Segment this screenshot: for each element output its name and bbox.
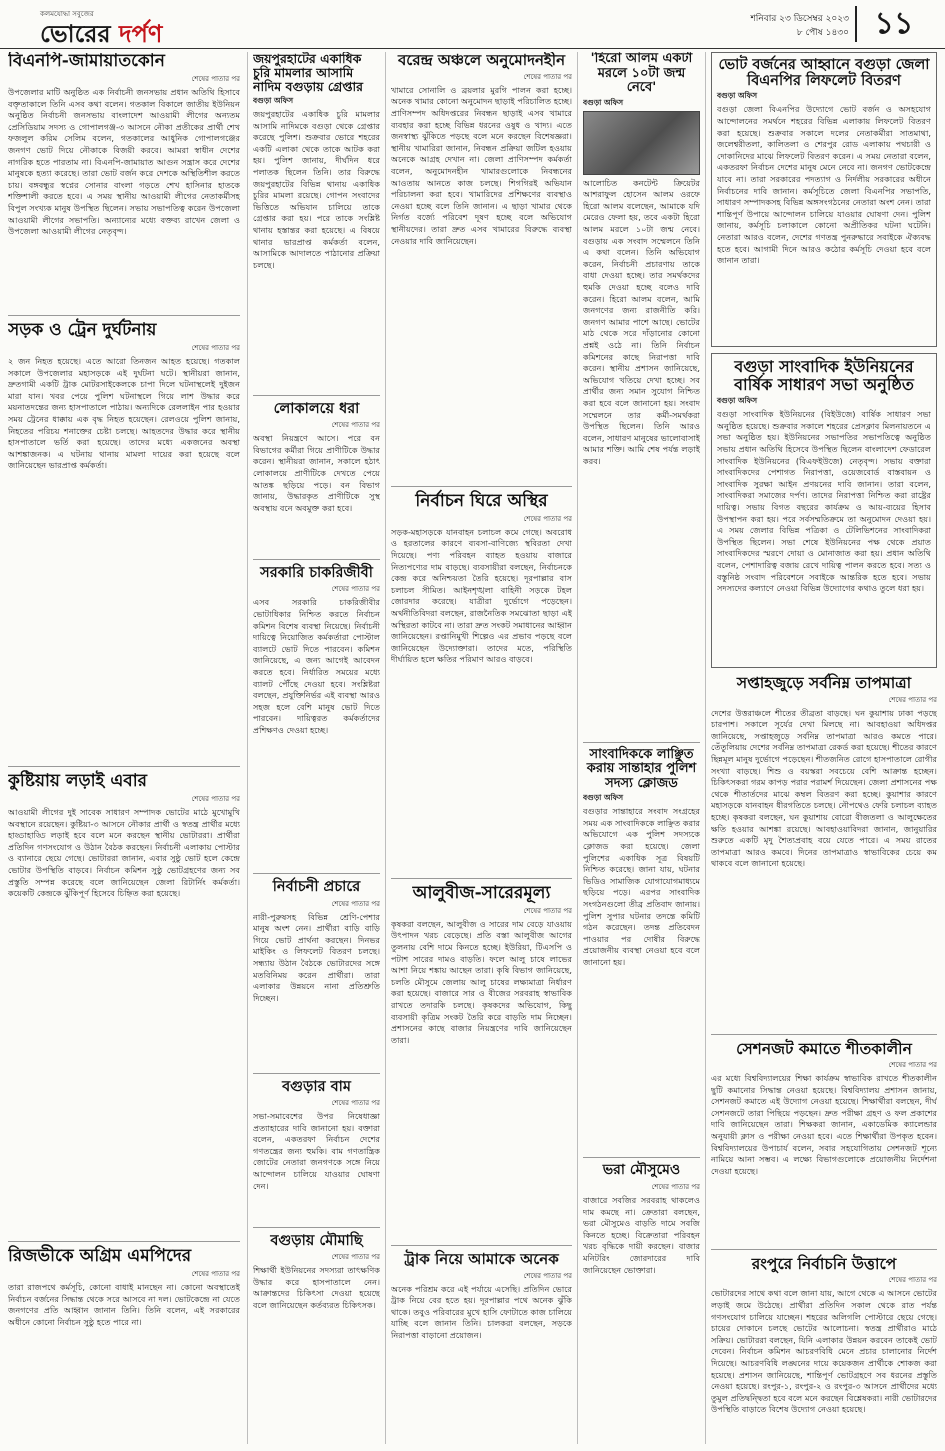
- date-gregorian: শনিবার ২৩ ডিসেম্বর ২০২৩: [750, 14, 849, 24]
- article-body: অবস্থা নিয়ন্ত্রণে আসে। পরে বন বিভাগের কর্মীরা গিয়ে প্রাণীটিকে উদ্ধার করেন। স্থানীয়রা জানান, সকালে হঠাৎ লোকালয়ে প্রাণীটিকে দেখতে পেয়ে আতঙ্ক ছড়িয়ে পড়ে। বন বিভাগ জানায়, উদ্ধারকৃত প্রাণীটিকে সুস্থ অবস্থায় বনে অবমুক্ত করা হবে।: [253, 433, 380, 513]
- headline[interactable]: ট্রাক নিয়ে আমাকে অনেক: [404, 1249, 559, 1268]
- article-body: নারী-পুরুষসহ বিভিন্ন শ্রেণি-পেশার মানুষ অংশ নেন। প্রার্থীরা বাড়ি বাড়ি গিয়ে ভোট প্রার্থনা করছেন। দিনভর মাইকিং ও লিফলেট বিতরণ চলছে। সন্ধ্যায় উঠান বৈঠকে ভোটারদের সঙ্গে মতবিনিময় করেন প্রার্থীরা। তারা এলাকার উন্নয়নে নানা প্রতিশ্রুতি দিচ্ছেন।: [253, 911, 380, 1003]
- headline[interactable]: সড়ক ও ট্রেন দুর্ঘটনায়: [8, 320, 157, 341]
- headline[interactable]: বিএনপি-জামায়াতকোন: [8, 52, 165, 71]
- divider: [253, 1227, 380, 1228]
- article-truck[interactable]: [391, 1251, 572, 1434]
- continuation-label: শেষের পাতার পর: [523, 1271, 572, 1280]
- headline[interactable]: সাংবাদিককে লাঞ্ছিত করায় সান্তাহার পুলিশ সদস্য ক্লোজড: [586, 746, 697, 791]
- article-election-unrest[interactable]: [391, 492, 572, 872]
- continuation-label: শেষের পাতার পর: [331, 1253, 380, 1262]
- divider: [253, 395, 380, 396]
- article-body: আওয়ামী লীগের দুই সাবেক সাধারণ সম্পাদক ভোটের মাঠে মুখোমুখি অবস্থানে রয়েছেন। কুষ্টিয়া-৩ আসনে নৌকার প্রার্থী ও স্বতন্ত্র প্রার্থীর মধ্যে হাড্ডাহাড্ডি লড়াই হবে বলে মনে করছেন স্থানীয় ভোটাররা। প্রার্থীরা প্রতিদিন গণসংযোগ ও উঠান বৈঠক করছেন। নির্বাচনী এলাকায় পোস্টার ও ব্যানারে ছেয়ে গেছে। ভোটাররা জানান, এবার সুষ্ঠু ভোট হলে কেন্দ্রে ভোটার উপস্থিতি বাড়বে। নির্বাচন কমিশন সুষ্ঠু ভোটগ্রহণের জন্য সব প্রস্তুতি সম্পন্ন করেছে বলে জানিয়েছেন জেলা রিটার্নিং কর্মকর্তা। কয়েকটি কেন্দ্রকে ঝুঁকিপূর্ণ হিসেবে চিহ্নিত করা হয়েছে।: [8, 807, 240, 899]
- headline[interactable]: সপ্তাহজুড়ে সর্বনিম্ন তাপমাত্রা: [736, 673, 912, 693]
- article-body: তারা রাজপথে কর্মসূচি, কোনো বাধাই মানছেন না। কোনো অবস্থাতেই নির্বাচন বর্জনের সিদ্ধান্ত থেকে সরে আসবে না দল। ভোটকেন্দ্রে না যেতে জনগণের প্রতি আহ্বান জানান তিনি। তিনি বলেন, এই সরকারের অধীনে কোনো নির্বাচন সুষ্ঠু হতে পারে না।: [8, 1282, 240, 1327]
- article-weekly-temperature[interactable]: [711, 674, 937, 1027]
- logo-part-2: দর্পণ: [118, 19, 163, 48]
- headline[interactable]: নির্বাচন ঘিরে অস্থির: [415, 490, 548, 511]
- headline[interactable]: লোকালয়ে ধরা: [273, 400, 360, 417]
- continuation-label: শেষের পাতার পর: [191, 1270, 240, 1279]
- headline[interactable]: নির্বাচনী প্রচারে: [272, 878, 361, 896]
- article-hero-alom[interactable]: [583, 52, 700, 736]
- article-body: অনেক পরিশ্রম করে এই পর্যায়ে এসেছি। প্রতিদিন ভোরে ট্রাক নিয়ে বের হতে হয়। দূরপাল্লার পথে অনেক ঝুঁকি থাকে। তবুও পরিবারের মুখে হাসি ফোটাতে কাজ চালিয়ে যাচ্ছি বলে জানান তিনি। চালকরা বলছেন, সড়কে নিরাপত্তা বাড়ানো প্রয়োজন।: [391, 1283, 572, 1341]
- newspaper-logo[interactable]: [20, 6, 210, 48]
- column-c: [391, 52, 572, 1442]
- divider: [391, 878, 572, 879]
- divider: [253, 1073, 380, 1074]
- date-bangla: ৮ পৌষ ১৪৩০: [796, 28, 849, 38]
- article-bnp-leaflet[interactable]: [711, 52, 937, 347]
- logo-part-1: ভোরের: [40, 19, 119, 48]
- continuation-label: শেষের পাতার পর: [331, 585, 380, 594]
- headline[interactable]: রিজভীকে অগ্রিম এমপিদের: [8, 1246, 192, 1267]
- divider: [583, 1157, 700, 1158]
- divider: [253, 873, 380, 874]
- hero-alom-photo: [583, 111, 700, 175]
- article-caught-in-locality[interactable]: [253, 401, 380, 553]
- divider: [711, 1249, 937, 1250]
- divider: [391, 1245, 572, 1246]
- article-body: সভা-সমাবেশের উপর নিষেধাজ্ঞা প্রত্যাহারের দাবি জানানো হয়। বক্তারা বলেন, একতরফা নির্বাচন দেশের গণতন্ত্রের জন্য হুমকি। বাম গণতান্ত্রিক জোটের নেতারা জনগণকে সঙ্গে নিয়ে আন্দোলন চালিয়ে যাওয়ার ঘোষণা দেন।: [253, 1110, 380, 1191]
- article-body: এর মধ্যে বিশ্ববিদ্যালয়ের শিক্ষা কার্যক্রম স্বাভাবিক রাখতে শীতকালীন ছুটি কমানোর সিদ্ধান্ত নেওয়া হয়েছে। বিশ্ববিদ্যালয় প্রশাসন জানায়, সেশনজট কমাতে এই উদ্যোগ নেওয়া হয়েছে। শিক্ষার্থীরা বলছেন, দীর্ঘ সেশনজটে তারা পিছিয়ে পড়ছেন। দ্রুত পরীক্ষা গ্রহণ ও ফল প্রকাশের দাবি জানিয়েছেন তারা। শিক্ষকরা জানান, একাডেমিক ক্যালেন্ডার অনুযায়ী ক্লাস ও পরীক্ষা নেওয়া হবে। এতে শিক্ষার্থীরা উপকৃত হবেন। বিশ্ববিদ্যালয়ের উপাচার্য বলেন, সবার সহযোগিতায় সেশনজট শূন্যে নামিয়ে আনা সম্ভব। এ লক্ষ্যে বিভাগগুলোকে প্রয়োজনীয় নির্দেশনা দেওয়া হয়েছে।: [711, 1073, 937, 1176]
- article-potato-seed-fertilizer[interactable]: [391, 884, 572, 1239]
- continuation-label: শেষের পাতার পর: [191, 795, 240, 804]
- page-number: ১১: [855, 6, 931, 42]
- column-rule: [577, 52, 578, 1444]
- article-kushtia-fight[interactable]: [8, 772, 240, 1235]
- continuation-label: শেষের পাতার পর: [523, 72, 572, 81]
- article-journalist-assault[interactable]: [583, 748, 700, 1152]
- continuation-label: শেষের পাতার পর: [888, 695, 937, 704]
- column-d: [583, 52, 700, 1442]
- headline[interactable]: ভোট বর্জনের আহ্বানে বগুড়া জেলা বিএনপির লিফলেট বিতরণ: [718, 56, 930, 90]
- headline[interactable]: জয়পুরহাটের একাধিক চুরি মামলার আসামি নাদিম বগুড়ায় গ্রেপ্তার: [253, 52, 364, 94]
- article-body: আলোচিত কনটেন্ট ক্রিয়েটর আশরাফুল হোসেন আলম ওরফে হিরো আলম বলেছেন, আমাকে যদি মেরেও ফেলা হয়, তবে একটা হিরো আলম মরলে ১০টা জন্ম নেবে। বগুড়ায় এক সংবাদ সম্মেলনে তিনি এ কথা বলেন। তিনি অভিযোগ করেন, নির্বাচনী প্রচারণায় তাকে বাধা দেওয়া হচ্ছে। তার সমর্থকদের হুমকি দেওয়া হচ্ছে বলেও দাবি করেন। হিরো আলম বলেন, আমি জনগণের জন্য রাজনীতি করি। জনগণ আমার পাশে আছে। ভোটের মাঠ থেকে সরে দাঁড়ানোর কোনো প্রশ্নই ওঠে না। তিনি নির্বাচন কমিশনের কাছে নিরাপত্তা দাবি করেন। স্থানীয় প্রশাসন জানিয়েছে, অভিযোগ খতিয়ে দেখা হচ্ছে। সব প্রার্থীর জন্য সমান সুযোগ নিশ্চিত করা হবে বলে জানানো হয়। সংবাদ সম্মেলনে তার কর্মী-সমর্থকরা উপস্থিত ছিলেন। তিনি আরও বলেন, সাধারণ মানুষের ভালোবাসাই আমার শক্তি। আমি শেষ পর্যন্ত লড়াই করব।: [583, 177, 700, 466]
- article-body: বাজারে সবজির সরবরাহ থাকলেও দাম কমছে না। ক্রেতারা বলছেন, ভরা মৌসুমেও বাড়তি দামে সবজি কিনতে হচ্ছে। বিক্রেতারা পরিবহন খরচ বৃদ্ধিকে দায়ী করছেন। বাজার মনিটরিং জোরদারের দাবি জানিয়েছেন ভোক্তারা।: [583, 1194, 700, 1275]
- article-bogura-bees[interactable]: [253, 1233, 380, 1442]
- logo-tagline: কলমযোদ্ধা সবুজের: [40, 10, 94, 18]
- article-body: বগুড়ার সান্তাহারে সংবাদ সংগ্রহের সময় এক সাংবাদিককে লাঞ্ছিত করার অভিযোগে এক পুলিশ সদস্যকে ক্লোজড করা হয়েছে। জেলা পুলিশের একাধিক সূত্র বিষয়টি নিশ্চিত করেছে। জানা যায়, ঘটনার ভিডিও সামাজিক যোগাযোগমাধ্যমে ছড়িয়ে পড়ে। এরপর সাংবাদিক সংগঠনগুলো তীব্র প্রতিবাদ জানায়। পুলিশ সুপার ঘটনার তদন্তে কমিটি গঠন করেছেন। তদন্ত প্রতিবেদন পাওয়ার পর দোষীর বিরুদ্ধে প্রয়োজনীয় ব্যবস্থা নেওয়া হবে বলে জানানো হয়।: [583, 806, 700, 967]
- continuation-label: শেষের পাতার পর: [523, 906, 572, 915]
- divider: [711, 1034, 937, 1035]
- column-rule: [247, 52, 248, 1444]
- continuation-label: শেষের পাতার পর: [331, 899, 380, 908]
- continuation-label: শেষের পাতার পর: [331, 421, 380, 430]
- article-body: ২ জন নিহত হয়েছে। এতে আরো তিনজন আহত হয়েছে। গতকাল সকালে উপজেলার মহাসড়কে এই দুর্ঘটনা ঘটে। স্থানীয়রা জানান, দ্রুতগামী একটি ট্রাক মোটরসাইকেলকে চাপা দিলে ঘটনাস্থলেই দুইজন মারা যান। খবর পেয়ে পুলিশ ঘটনাস্থলে গিয়ে লাশ উদ্ধার করে ময়নাতদন্তের জন্য হাসপাতালে পাঠায়। অন্যদিকে রেললাইন পার হওয়ার সময় ট্রেনের ধাক্কায় এক বৃদ্ধ নিহত হয়েছেন। রেলওয়ে পুলিশ জানায়, নিহতের পরিচয় শনাক্তের চেষ্টা চলছে। আহতদের উদ্ধার করে স্থানীয় হাসপাতালে ভর্তি করা হয়েছে। তাদের মধ্যে একজনের অবস্থা আশঙ্কাজনক। এ ঘটনায় থানায় মামলা দায়ের করা হয়েছে বলে জানিয়েছেন ভারপ্রাপ্ত কর্মকর্তা।: [8, 356, 240, 471]
- article-full-season[interactable]: [583, 1163, 700, 1350]
- article-session-jam[interactable]: [711, 1040, 937, 1243]
- column-rule: [385, 52, 386, 1444]
- logo-text: [40, 16, 162, 56]
- column-rule: [705, 52, 706, 1444]
- headline[interactable]: বগুড়ায় মৌমাছি: [270, 1231, 363, 1249]
- article-body: সড়ক-মহাসড়কে যানবাহন চলাচল কমে গেছে। অবরোধ ও হরতালের কারণে ব্যবসা-বাণিজ্যে স্থবিরতা দেখা দিয়েছে। পণ্য পরিবহন ব্যাহত হওয়ায় বাজারে নিত্যপণ্যের দাম বাড়ছে। ব্যবসায়ীরা বলছেন, নির্বাচনকে কেন্দ্র করে অনিশ্চয়তা তৈরি হয়েছে। দূরপাল্লার বাস চলাচল সীমিত। আইনশৃঙ্খলা বাহিনী সড়কে টহল জোরদার করেছে। যাত্রীরা দুর্ভোগে পড়েছেন। অর্থনীতিবিদরা বলছেন, রাজনৈতিক সমঝোতা ছাড়া এই অস্থিরতা কাটবে না। তারা দ্রুত সংকট সমাধানের আহ্বান জানিয়েছেন। রপ্তানিমুখী শিল্পেও এর প্রভাব পড়ছে বলে জানিয়েছেন উদ্যোক্তারা। তাদের মতে, পরিস্থিতি দীর্ঘায়িত হলে ক্ষতির পরিমাণ আরও বাড়বে।: [391, 526, 572, 665]
- article-body: খামারে সোনালি ও ব্রয়লার মুরগি পালন করা হচ্ছে। অনেক খামার কোনো অনুমোদন ছাড়াই পরিচালিত হচ্ছে। প্রাণিসম্পদ অধিদপ্তরের নিবন্ধন ছাড়াই এসব খামারে ব্যবহার করা হচ্ছে বিভিন্ন ধরনের ওষুধ ও খাদ্য। এতে জনস্বাস্থ্য ঝুঁকিতে পড়ছে বলে মনে করছেন বিশেষজ্ঞরা। স্থানীয় খামারিরা জানান, নিবন্ধন প্রক্রিয়া জটিল হওয়ায় অনেকে আগ্রহ দেখান না। জেলা প্রাণিসম্পদ কর্মকর্তা বলেন, অনুমোদনহীন খামারগুলোকে নিবন্ধনের আওতায় আনতে কাজ চলছে। শিগগিরই অভিযান পরিচালনা করা হবে। খামারিদের প্রশিক্ষণের ব্যবস্থাও নেওয়া হচ্ছে বলে তিনি জানান। এ ছাড়া খামার থেকে নির্গত বর্জ্যে পরিবেশ দূষণ হচ্ছে বলে অভিযোগ স্থানীয়দের। তারা দ্রুত এসব খামারের বিরুদ্ধে ব্যবস্থা নেওয়ার দাবি জানিয়েছেন।: [391, 84, 572, 246]
- article-bogura-left[interactable]: [253, 1079, 380, 1221]
- headline[interactable]: 'হিরো আলম একটা মরলে ১০টা জন্ম নেবে': [590, 52, 693, 96]
- dateline: বগুড়া অফিস: [253, 96, 294, 105]
- headline[interactable]: বগুড়ার বাম: [282, 1077, 351, 1095]
- continuation-label: শেষের পাতার পর: [888, 1061, 937, 1069]
- column-a: [8, 52, 240, 1442]
- article-election-campaign[interactable]: [253, 879, 380, 1066]
- article-body: দেশের উত্তরাঞ্চলে শীতের তীব্রতা বাড়ছে। ঘন কুয়াশায় ঢাকা পড়ছে চারপাশ। সকালে সূর্যের দেখা মিলছে না। আবহাওয়া অধিদপ্তর জানিয়েছে, সপ্তাহজুড়ে সর্বনিম্ন তাপমাত্রা আরও কমতে পারে। তেঁতুলিয়ায় দেশের সর্বনিম্ন তাপমাত্রা রেকর্ড করা হয়েছে। শীতের কারণে ছিন্নমূল মানুষ দুর্ভোগে পড়েছেন। শীতজনিত রোগে হাসপাতালে রোগীর সংখ্যা বাড়ছে। শিশু ও বয়স্করা সবচেয়ে বেশি আক্রান্ত হচ্ছেন। চিকিৎসকরা গরম কাপড় পরার পরামর্শ দিয়েছেন। জেলা প্রশাসনের পক্ষ থেকে শীতার্তদের মাঝে কম্বল বিতরণ করা হচ্ছে। কুয়াশার কারণে মহাসড়কে যানবাহন ধীরগতিতে চলছে। নৌপথেও ফেরি চলাচল ব্যাহত হচ্ছে। কৃষকরা বলছেন, ঘন কুয়াশায় বোরো বীজতলা ও আলুক্ষেতের ক্ষতি হওয়ার আশঙ্কা রয়েছে। আবহাওয়াবিদরা জানান, জানুয়ারির শুরুতে একটি মৃদু শৈত্যপ্রবাহ বয়ে যেতে পারে। এ সময় রাতের তাপমাত্রা আরও কমবে। দিনের তাপমাত্রাও স্বাভাবিকের চেয়ে কম থাকবে বলে জানানো হয়েছে।: [711, 707, 937, 869]
- dateline: বগুড়া অফিস: [717, 396, 758, 406]
- masthead: [0, 0, 945, 49]
- divider: [583, 742, 700, 743]
- article-body: বগুড়া সাংবাদিক ইউনিয়নের (বিইউজে) বার্ষিক সাধারণ সভা অনুষ্ঠিত হয়েছে। শুক্রবার সকালে শহরের প্রেসক্লাব মিলনায়তনে এ সভা অনুষ্ঠিত হয়। ইউনিয়নের সভাপতির সভাপতিত্বে অনুষ্ঠিত সভায় প্রধান অতিথি হিসেবে উপস্থিত ছিলেন বাংলাদেশ ফেডারেল সাংবাদিক ইউনিয়নের (বিএফইউজে) নেতৃবৃন্দ। সভায় বক্তারা সাংবাদিকদের পেশাগত নিরাপত্তা, ওয়েজবোর্ড বাস্তবায়ন ও সাংবাদিক সুরক্ষা আইন প্রণয়নের দাবি জানান। তারা বলেন, সাংবাদিকরা সমাজের দর্পণ। তাদের নিরাপত্তা নিশ্চিত করা রাষ্ট্রের দায়িত্ব। সভায় বিগত বছরের কার্যক্রম ও আয়-ব্যয়ের হিসাব উপস্থাপন করা হয়। পরে সর্বসম্মতিক্রমে তা অনুমোদন দেওয়া হয়। এ সময় জেলার বিভিন্ন পত্রিকা ও টেলিভিশনের সাংবাদিকরা উপস্থিত ছিলেন। সভা শেষে ইউনিয়নের পক্ষ থেকে প্রয়াত সাংবাদিকদের স্মরণে দোয়া ও মোনাজাত করা হয়। প্রধান অতিথি বলেন, পেশাদারিত্ব বজায় রেখে দায়িত্ব পালন করতে হবে। সত্য ও বস্তুনিষ্ঠ সংবাদ পরিবেশনে সবাইকে আন্তরিক হতে হবে। সভায় সদস্যদের কল্যাণে নেওয়া বিভিন্ন উদ্যোগের কথাও তুলে ধরা হয়।: [717, 409, 931, 594]
- headline[interactable]: সরকারি চাকরিজীবী: [260, 564, 373, 582]
- issue-date: [750, 12, 849, 40]
- article-bnp-jamaat[interactable]: [8, 52, 240, 309]
- article-govt-employees[interactable]: [253, 565, 380, 867]
- dateline: বগুড়া অফিস: [717, 91, 758, 101]
- article-body: শিক্ষার্থী ইউনিয়নের সদস্যরা তাৎক্ষণিক উদ্ধার করে হাসপাতালে নেন। আক্রান্তদের চিকিৎসা দেওয়া হয়েছে বলে জানিয়েছেন কর্তব্যরত চিকিৎসক।: [253, 1265, 380, 1310]
- column-e: [711, 52, 937, 1442]
- article-journalist-union-agm[interactable]: [711, 353, 937, 668]
- article-body: কৃষকরা বলছেন, আলুবীজ ও সারের দাম বেড়ে যাওয়ায় উৎপাদন খরচ বেড়েছে। প্রতি বস্তা আলুবীজ আগের তুলনায় বেশি দামে কিনতে হচ্ছে। ইউরিয়া, টিএসপি ও পটাশ সারের দামও বাড়তি। ফলে আলু চাষে লাভের আশা নিয়ে শঙ্কায় আছেন তারা। কৃষি বিভাগ জানিয়েছে, চলতি মৌসুমে জেলায় আলু চাষের লক্ষ্যমাত্রা নির্ধারণ করা হয়েছে। বাজারে সার ও বীজের সরবরাহ স্বাভাবিক রাখতে তদারকি চলছে। কৃষকদের অভিযোগ, কিছু ব্যবসায়ী কৃত্রিম সংকট তৈরি করে বাড়তি দাম নিচ্ছেন। প্রশাসনের কাছে বাজার নিয়ন্ত্রণের দাবি জানিয়েছেন তারা।: [391, 918, 572, 1045]
- article-rangpur-election[interactable]: [711, 1255, 937, 1442]
- article-body: জয়পুরহাটের একাধিক চুরি মামলার আসামি নাদিমকে বগুড়া থেকে গ্রেপ্তার করেছে পুলিশ। শুক্রবার ভোরে শহরের একটি এলাকা থেকে তাকে আটক করা হয়। পুলিশ জানায়, দীর্ঘদিন ধরে পলাতক ছিলেন তিনি। তার বিরুদ্ধে জয়পুরহাটের বিভিন্ন থানায় একাধিক চুরির মামলা রয়েছে। গোপন সংবাদের ভিত্তিতে অভিযান চালিয়ে তাকে গ্রেপ্তার করা হয়। পরে তাকে সংশ্লিষ্ট থানায় হস্তান্তর করা হয়েছে। এ বিষয়ে থানার ভারপ্রাপ্ত কর্মকর্তা বলেন, আসামিকে আদালতে পাঠানোর প্রক্রিয়া চলছে।: [253, 109, 380, 270]
- continuation-label: শেষের পাতার পর: [331, 1098, 380, 1107]
- article-body: এসব সরকারি চাকরিজীবীর ভোটাধিকার নিশ্চিত করতে নির্বাচন কমিশন বিশেষ ব্যবস্থা নিয়েছে। নির্বাচনী দায়িত্বে নিয়োজিত কর্মকর্তারা পোস্টাল ব্যালটে ভোট দিতে পারবেন। কমিশন জানিয়েছে, এ জন্য আগেই আবেদন করতে হবে। নির্ধারিত সময়ের মধ্যে ব্যালট পৌঁছে দেওয়া হবে। সংশ্লিষ্টরা বলছেন, প্রযুক্তিনির্ভর এই ব্যবস্থা আরও সহজ হলে বেশি মানুষ ভোট দিতে পারবেন। দায়িত্বরত কর্মকর্তাদের প্রশিক্ষণও দেওয়া হচ্ছে।: [253, 597, 380, 735]
- dateline: বগুড়া অফিস: [583, 793, 624, 803]
- article-body: বগুড়া জেলা বিএনপির উদ্যোগে ভোট বর্জন ও অসহযোগ আন্দোলনের সমর্থনে শহরের বিভিন্ন এলাকায় লিফলেট বিতরণ করা হয়েছে। শুক্রবার সকালে দলের নেতাকর্মীরা সাতমাথা, জলেশ্বরীতলা, কালিতলা ও শেরপুর রোড এলাকায় পথচারী ও দোকানিদের মাঝে লিফলেট বিতরণ করেন। এ সময় নেতারা বলেন, একতরফা নির্বাচন দেশের মানুষ মেনে নেবে না। জনগণ ভোটকেন্দ্রে যাবে না। তারা সরকারের পদত্যাগ ও নির্দলীয় সরকারের অধীনে নির্বাচনের দাবি জানান। কর্মসূচিতে জেলা বিএনপির সভাপতি, সাধারণ সম্পাদকসহ বিভিন্ন অঙ্গসংগঠনের নেতারা অংশ নেন। তারা শান্তিপূর্ণ উপায়ে আন্দোলন চালিয়ে যাওয়ার ঘোষণা দেন। পুলিশ জানায়, কর্মসূচি চলাকালে কোনো অপ্রীতিকর ঘটনা ঘটেনি। নেতারা আরও বলেন, দেশের গণতন্ত্র পুনরুদ্ধারে সবাইকে ঐক্যবদ্ধ হতে হবে। আগামী দিনে আরও কঠোর কর্মসূচি দেওয়া হবে বলে জানান তারা।: [717, 104, 931, 266]
- dateline: বগুড়া অফিস: [583, 97, 624, 107]
- column-b: [253, 52, 380, 1442]
- article-theft-accused-arrest[interactable]: [253, 52, 380, 389]
- continuation-label: শেষের পাতার পর: [651, 1182, 700, 1191]
- article-body: উপজেলার মাটি অনুষ্ঠিত এক নির্বাচনী জনসভায় প্রধান অতিথি হিসাবে বক্তৃতাকালে তিনি এসব কথা বলেন। গতকাল বিকালে জাতীয় ইউনিয়ন অনুষ্ঠিত নির্বাচনী জনসভায় বাংলাদেশ আওয়ামী লীগের অন্যতম প্রেসিডিয়াম সদস্য ও গোপালগঞ্জ-৩ আসনে নৌকা প্রতীকের প্রার্থী শেখ ফজলুল করিম সেলিম বলেন, গতকালের আধুনিক গোপালগঞ্জের জনগণ ভোট দিয়ে নৌকাকে বিজয়ী করবে। আমরা স্বাধীন দেশের নাগরিক হতে পারতাম না। বিএনপি-জামায়াত আগুন সন্ত্রাস করে দেশের মানুষকে হত্যা করেছে। তারা ভোট বর্জন করে দেশকে অস্থিতিশীল করতে চায়। বঙ্গবন্ধুর স্বপ্নের সোনার বাংলা গড়তে শেখ হাসিনার হাতকে শক্তিশালী করতে হবে। এ সময় স্থানীয় আওয়ামী লীগের নেতাকর্মীসহ বিপুল সংখ্যক মানুষ উপস্থিত ছিলেন। সভায় সভাপতিত্ব করেন উপজেলা আওয়ামী লীগের সভাপতি। অন্যান্যের মধ্যে বক্তব্য রাখেন জেলা ও উপজেলা আওয়ামী লীগের নেতৃবৃন্দ।: [8, 87, 240, 237]
- headline[interactable]: ভরা মৌসুমেও: [602, 1162, 681, 1179]
- continuation-label: শেষের পাতার পর: [523, 514, 572, 523]
- divider: [8, 766, 240, 767]
- continuation-label: শেষের পাতার পর: [191, 75, 240, 84]
- article-road-train-accident[interactable]: [8, 321, 240, 760]
- headline[interactable]: কুষ্টিয়ায় লড়াই এবার: [8, 771, 147, 792]
- divider: [253, 559, 380, 560]
- article-rizvi[interactable]: [8, 1247, 240, 1407]
- article-body: ভোটারদের সাথে কথা বলে জানা যায়, আগে থেকে এ আসনে ভোটের লড়াই জমে উঠেছে। প্রার্থীরা প্রতিদিন সকাল থেকে রাত পর্যন্ত গণসংযোগ চালিয়ে যাচ্ছেন। শহরের অলিগলি পোস্টারে ছেয়ে গেছে। চায়ের দোকানে চলছে ভোটের আলোচনা। স্বতন্ত্র প্রার্থীরাও মাঠে সক্রিয়। ভোটাররা বলছেন, যিনি এলাকার উন্নয়ন করবেন তাকেই ভোট দেবেন। নির্বাচন কমিশন আচরণবিধি মেনে প্রচার চালানোর নির্দেশ দিয়েছে। আচরণবিধি লঙ্ঘনের দায়ে কয়েকজন প্রার্থীকে শোকজ করা হয়েছে। প্রশাসন জানিয়েছে, শান্তিপূর্ণ ভোটগ্রহণে সব ধরনের প্রস্তুতি নেওয়া হয়েছে। রংপুর-১, রংপুর-২ ও রংপুর-৩ আসনে প্রার্থীদের মধ্যে তুমুল প্রতিদ্বন্দ্বিতা হবে বলে মনে করছেন বিশ্লেষকরা। নারী ভোটারদের উপস্থিতি বাড়াতে বিশেষ উদ্যোগ নেওয়া হয়েছে।: [711, 1288, 937, 1415]
- divider: [391, 486, 572, 487]
- headline[interactable]: সেশনজট কমাতে শীতকালীন: [736, 1038, 912, 1058]
- headline[interactable]: বরেন্দ্র অঞ্চলে অনুমোদনহীন: [397, 52, 566, 69]
- headline[interactable]: আলুবীজ-সারেরমূল্য: [412, 882, 551, 903]
- continuation-label: শেষের পাতার পর: [888, 1276, 937, 1285]
- headline[interactable]: বগুড়া সাংবাদিক ইউনিয়নের বার্ষিক সাধারণ সভা অনুষ্ঠিত: [734, 357, 914, 395]
- article-barind-unlicensed[interactable]: [391, 52, 572, 480]
- headline[interactable]: রংপুরে নির্বাচনি উত্তাপে: [751, 1254, 897, 1273]
- divider: [8, 315, 240, 316]
- divider: [8, 1241, 240, 1242]
- continuation-label: শেষের পাতার পর: [191, 344, 240, 353]
